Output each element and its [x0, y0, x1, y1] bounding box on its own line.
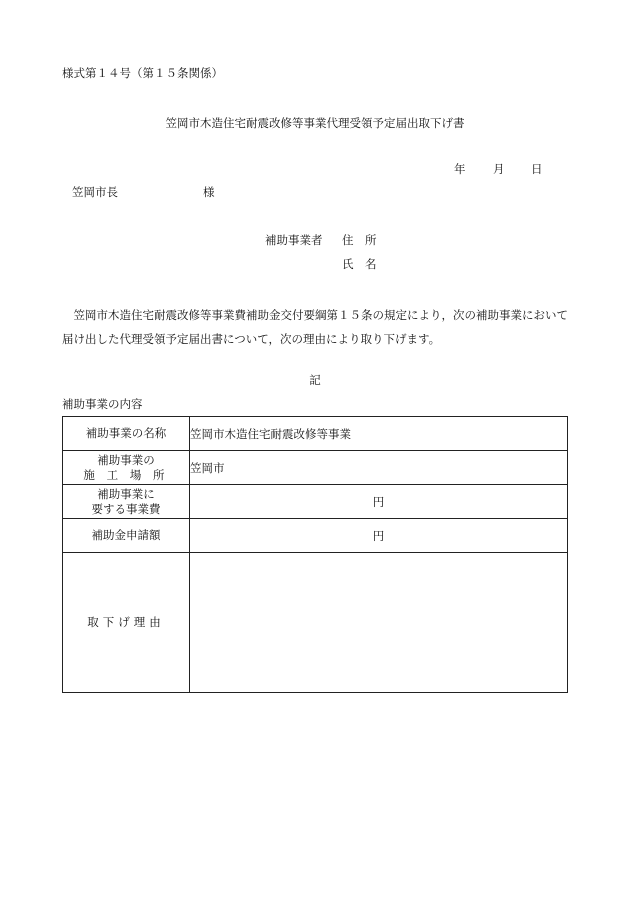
row-label-line: 補助事業の名称 — [85, 426, 167, 440]
row-label-line: 補助金申請額 — [91, 528, 161, 542]
table-row-project-name — [63, 417, 568, 451]
document-title: 笠岡市木造住宅耐震改修等事業代理受領予定届出取下げ書 — [165, 116, 465, 130]
row-label-line: 補助事業の — [97, 452, 155, 467]
row-label — [63, 485, 190, 519]
form-number: 様式第１４号（第１５条関係） — [62, 66, 223, 80]
withdrawal-reason-value — [190, 553, 568, 693]
row-label-line: 要する事業費 — [91, 501, 161, 516]
table-row-subsidy-amount — [63, 519, 568, 553]
table-row-project-cost — [63, 485, 568, 519]
subsidy-amount-value: 円 — [190, 519, 568, 553]
project-name-value: 笠岡市木造住宅耐震改修等事業 — [190, 417, 568, 451]
project-content-table — [62, 416, 568, 693]
addressee-honorific: 様 — [203, 185, 215, 199]
applicant-name-label: 氏 名 — [342, 257, 377, 271]
table-caption: 補助事業の内容 — [62, 397, 143, 411]
table-row-withdrawal-reason — [63, 553, 568, 693]
table-row-site-location — [63, 451, 568, 485]
project-cost-value: 円 — [190, 485, 568, 519]
addressee-name: 笠岡市長 — [72, 185, 118, 199]
row-label — [63, 451, 190, 485]
date-month-label: 月 — [493, 162, 505, 176]
body-paragraph: 笠岡市木造住宅耐震改修等事業費補助金交付要綱第１５条の規定により，次の補助事業において届け出した代理受領予定届出書について，次の理由により取り下げます。 — [62, 308, 568, 346]
applicant-address-label: 住 所 — [342, 233, 377, 247]
row-label-line: 取下げ理由 — [87, 615, 165, 629]
row-label-line: 施 工 場 所 — [83, 467, 169, 482]
date-day-label: 日 — [531, 162, 543, 176]
row-label-line: 補助事業に — [97, 486, 155, 501]
applicant-role: 補助事業者 — [265, 233, 323, 247]
row-label — [63, 417, 190, 451]
row-label — [63, 553, 190, 693]
ki-heading: 記 — [309, 373, 321, 387]
date-year-label: 年 — [454, 162, 466, 176]
row-label — [63, 519, 190, 553]
site-location-value: 笠岡市 — [190, 451, 568, 485]
